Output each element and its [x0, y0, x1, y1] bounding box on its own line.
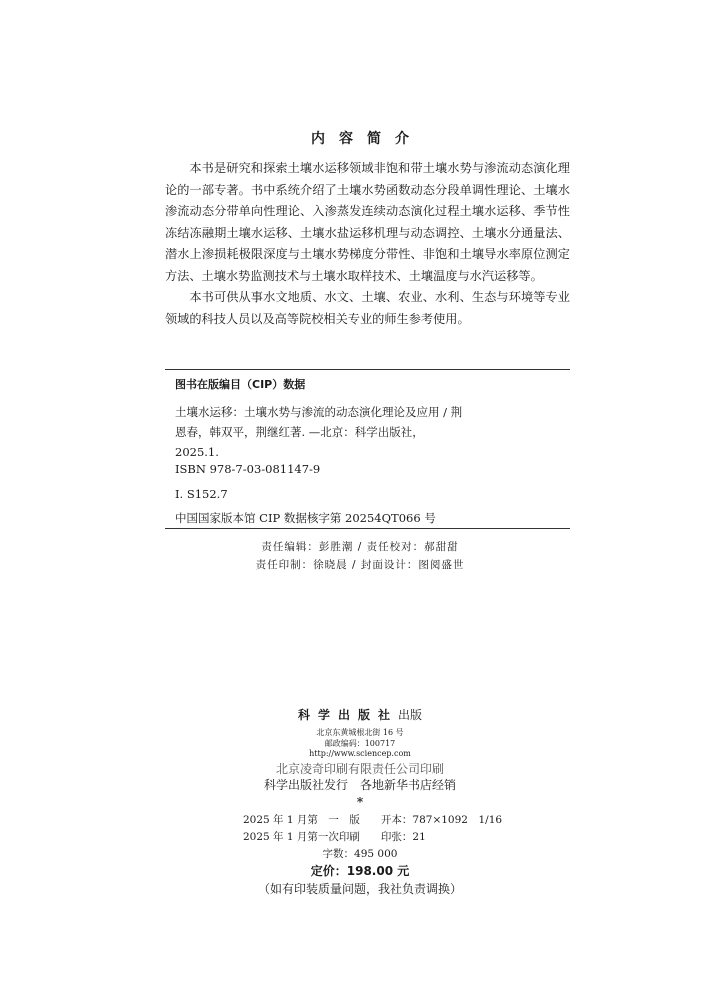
cip-isbn: ISBN 978-7-03-081147-9	[175, 462, 321, 476]
summary-paragraph-1: 本书是研究和探索土壤水运移领域非饱和带土壤水势与渗流动态演化理论的一部专著。书中系统介绍了土壤水势函数动态分段单调性理论、土壤水渗流动态分带单向性理论、入渗蒸发连续动态演化过程土壤水运移、季节性冻结冻融期土壤水运移、土壤水盐运移机理与动态调控、土壤水分通量法、潜水上渗损耗极限深度与土壤水势梯度分带性、非饱和土壤导水率原位测定方法、土壤水势监测技术与土壤水取样技术、土壤温度与水汽运移等。	[165, 161, 570, 283]
publisher-suffix: 出版	[398, 708, 423, 722]
distribution: 科学出版社发行 各地新华书店经销	[263, 778, 456, 792]
cip-classification: Ⅰ. S152.7	[175, 487, 228, 501]
summary-paragraph-2: 本书可供从事水文地质、水文、土壤、农业、水利、生态与环境等专业领域的科技人员以及高等院校相关专业的师生参考使用。	[165, 290, 570, 326]
separator-asterisk: *	[356, 795, 364, 809]
page-title: 内容简介	[311, 131, 423, 147]
edition-info: 2025 年 1 月第 一 版 开本：787×1092 1/16	[243, 814, 503, 826]
publisher-line	[0, 706, 720, 723]
quality-notice: （如有印装质量问题，我社负责调换）	[257, 882, 462, 896]
word-count: 字数：495 000	[322, 848, 398, 860]
price: 定价：198.00 元	[310, 864, 410, 878]
cip-top-rule	[165, 369, 570, 370]
editor-credits: 责任编辑：彭胜潮 / 责任校对：郝甜甜	[261, 541, 459, 553]
cip-bottom-rule	[165, 528, 570, 529]
publisher-name: 科学出版社	[297, 708, 398, 722]
summary-text	[165, 158, 570, 330]
cip-record-note: 中国国家版本馆 CIP 数据核字第 20254QT066 号	[175, 511, 436, 525]
publisher-url: http://www.sciencep.com	[309, 749, 411, 758]
cip-heading: 图书在版编目（CIP）数据	[175, 378, 306, 391]
printing-info: 2025 年 1 月第一次印刷 印张：21	[243, 831, 426, 843]
publisher-address: 北京东黄城根北街 16 号	[316, 728, 404, 737]
printer: 北京凌奇印刷有限责任公司印刷	[275, 762, 444, 776]
cip-entry: 土壤水运移：土壤水势与渗流的动态演化理论及应用 / 荆恩春，韩双平，荆继红著. —北京：科学出版社，2025.1.	[175, 405, 463, 459]
publisher-postcode: 邮政编码：100717	[324, 739, 396, 748]
production-credits: 责任印制：徐晓晨 / 封面设计：图阅盛世	[255, 559, 465, 571]
